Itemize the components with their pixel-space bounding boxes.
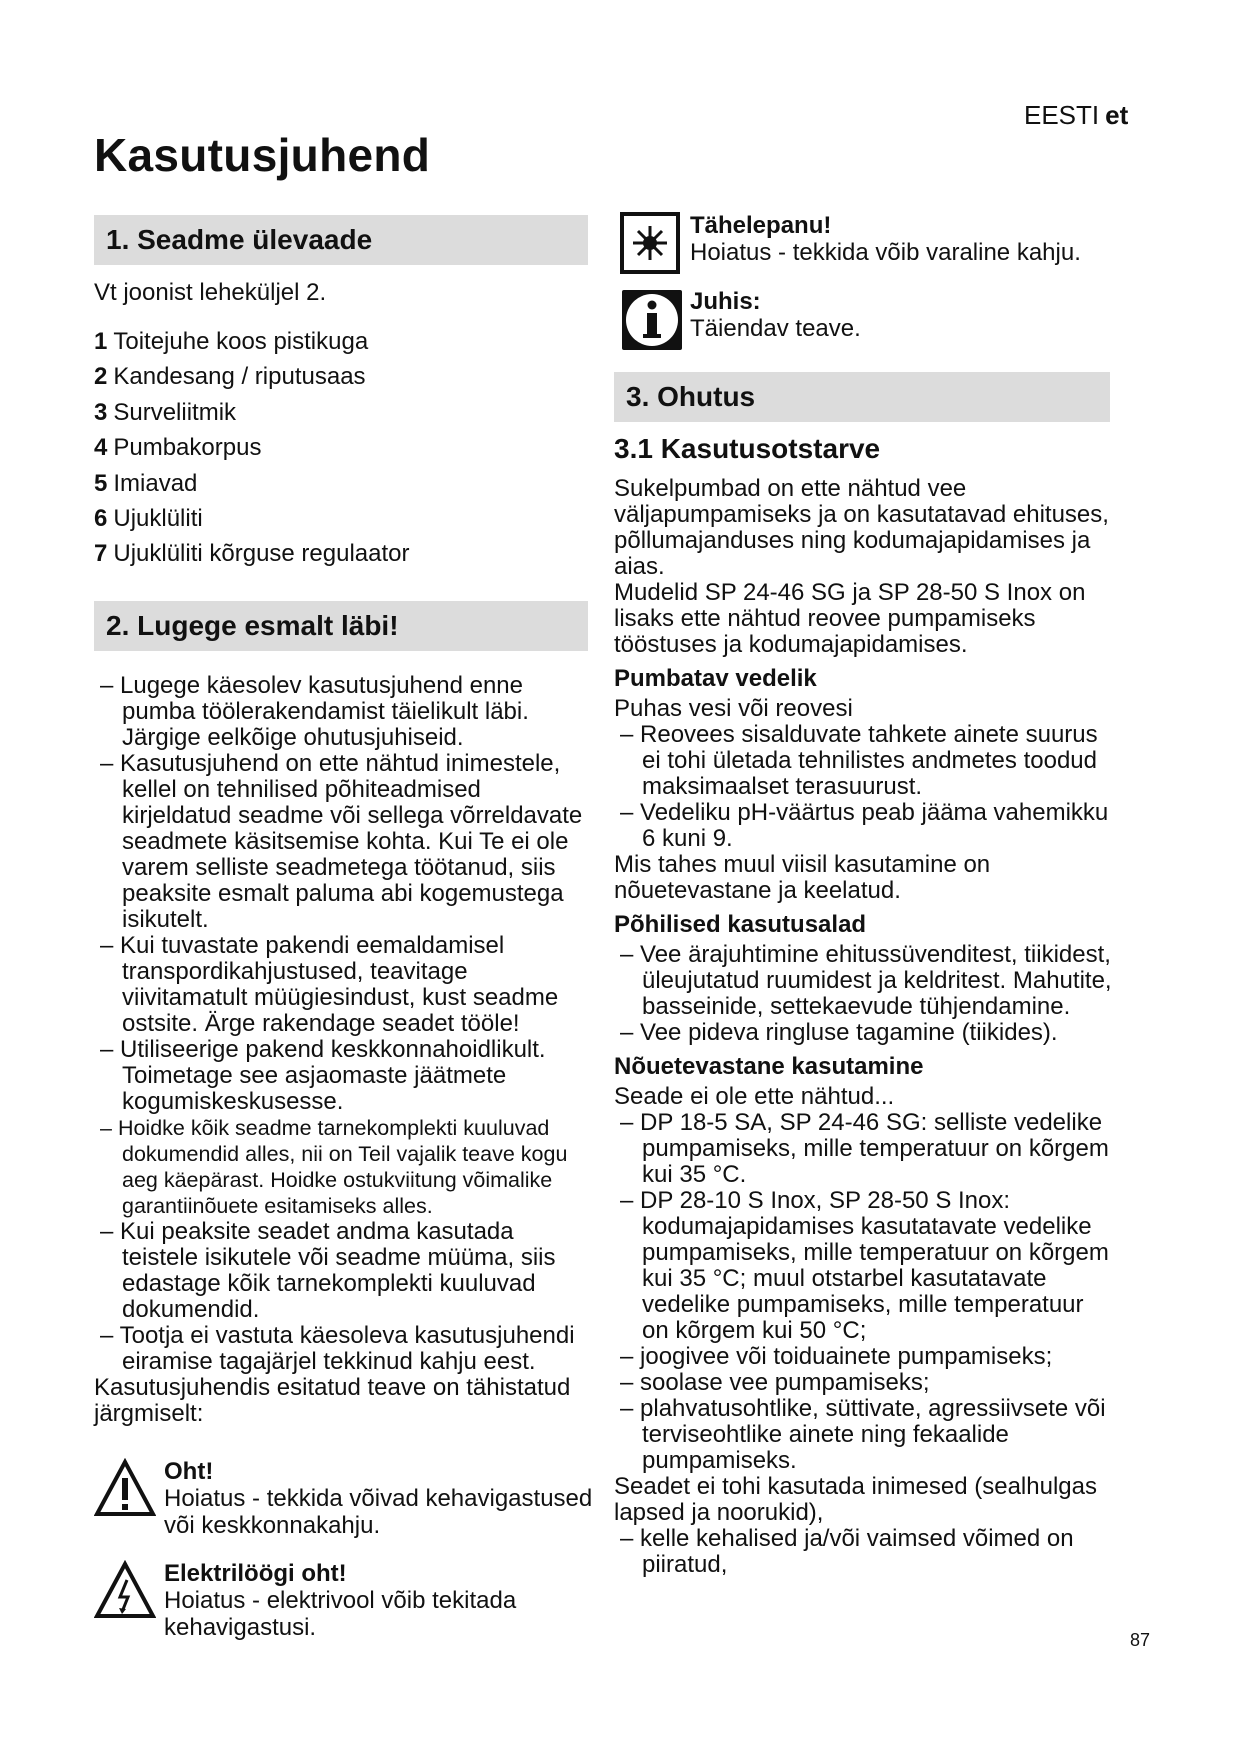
warning-electric-text [164, 1560, 594, 1641]
warning-triangle-icon [94, 1458, 152, 1518]
notice-info-title: Juhis: [690, 288, 761, 315]
list-item: – Kui tuvastate pakendi eemaldamisel transpordikahjustused, teavitage viivitamatult müügiesindust, kust seadme ostsite. Ärge rakendage seadet tööle! [94, 933, 594, 1037]
section-2-heading: 2. Lugege esmalt läbi! [94, 601, 588, 651]
list-item: – Lugege käesolev kasutusjuhend enne pumba töölerakendamist täielikult läbi. Järgige eelkõige ohutusjuhiseid. [94, 673, 594, 751]
purpose-paragraph-models: Mudelid SP 24-46 SG ja SP 28-50 S Inox on lisaks ette nähtud reovee pumpamiseks tööstuses ja kodumajapidamises. [614, 579, 1086, 658]
section-3-1-heading: 3.1 Kasutusotstarve [614, 433, 881, 464]
list-item: – joogivee või toiduainete pumpamiseks; [614, 1344, 1114, 1370]
notice-caution-desc: Hoiatus - tekkida võib varaline kahju. [690, 239, 1081, 266]
list-item: – Hoidke kõik seadme tarnekomplekti kuuluvad dokumendid alles, nii on Teil vajalik teave kogu aeg käepärast. Hoidke ostukviitung võimalike garantiinõuete esitamiseks alles. [94, 1115, 594, 1219]
language-code: et [1105, 100, 1129, 130]
notice-info-text [690, 288, 861, 348]
warning-electric [94, 1560, 594, 1641]
warning-electric-desc: Hoiatus - elektrivool võib tekitada kehavigastusi. [164, 1587, 517, 1641]
caution-icon [620, 212, 678, 272]
notice-caution [620, 212, 1120, 272]
warning-electric-title: Elektrilöögi oht! [164, 1560, 347, 1587]
warning-danger [94, 1458, 594, 1539]
notice-info [620, 288, 1120, 348]
section-1-heading: 1. Seadme ülevaade [94, 215, 588, 265]
areas-heading: Põhilised kasutusalad [614, 911, 867, 938]
component-list [94, 324, 588, 572]
improper-intro: Seade ei ole ette nähtud... [614, 1083, 895, 1110]
notice-caution-title: Tähelepanu! [690, 212, 832, 239]
list-item: – soolase vee pumpamiseks; [614, 1370, 1114, 1396]
list-item: 3 Surveliitmik [94, 398, 237, 426]
notice-info-desc: Täiendav teave. [690, 315, 861, 342]
list-item: 1 Toitejuhe koos pistikuga [94, 328, 369, 355]
page-number: 87 [1130, 1630, 1151, 1650]
list-item: 7 Ujuklüliti kõrguse regulaator [94, 540, 410, 568]
areas-list [614, 942, 1114, 1046]
section-3-body [614, 433, 1114, 1578]
section-1-body [94, 280, 588, 572]
section-3-heading: 3. Ohutus [614, 372, 1110, 422]
info-icon [620, 288, 678, 348]
warning-danger-title: Oht! [164, 1458, 214, 1485]
fluid-heading: Pumbatav vedelik [614, 665, 817, 692]
list-item: – Vedeliku pH-väärtus peab jääma vahemikku 6 kuni 9. [614, 800, 1114, 852]
list-item: – Vee pideva ringluse tagamine (tiikides). [614, 1020, 1114, 1046]
improper-list-continued [614, 1526, 1114, 1578]
purpose-paragraph: Sukelpumbad on ette nähtud vee väljapumpamiseks ja on kasutatavad ehituses, põllumajanduses ning kodumajapidamises ja aias. [614, 475, 1109, 580]
electric-warning-icon [94, 1560, 152, 1620]
legend-intro: Kasutusjuhendis esitatud teave on tähistatud järgmiselt: [94, 1374, 571, 1427]
section-2-body [94, 673, 594, 1427]
improper-heading: Nõuetevastane kasutamine [614, 1053, 924, 1080]
list-item: 4 Pumbakorpus [94, 434, 262, 462]
fluid-outro: Mis tahes muul viisil kasutamine on nõuetevastane ja keelatud. [614, 851, 991, 904]
section-1-intro: Vt joonist leheküljel 2. [94, 279, 327, 306]
language-name: EESTI [1024, 100, 1100, 130]
list-item: – plahvatusohtlike, süttivate, agressiivsete või terviseohtlike ainete ning fekaalide pumpamiseks. [614, 1396, 1114, 1474]
list-item: – Kui peaksite seadet andma kasutada teistele isikutele või seadme müüma, siis edastage kõik tarnekomplekti kuuluvad dokumendid. [94, 1219, 594, 1323]
list-item: 2 Kandesang / riputusaas [94, 363, 366, 391]
notice-caution-text [690, 212, 1081, 272]
read-first-list [94, 673, 594, 1115]
list-item: – Vee ärajuhtimine ehitussüvenditest, tiikidest, üleujutatud ruumidest ja keldritest. Mahutite, basseinide, settekaevude tühjendamine. [614, 942, 1114, 1020]
warning-danger-desc: Hoiatus - tekkida võivad kehavigastused või keskkonnakahju. [164, 1485, 593, 1539]
list-item: 5 Imiavad [94, 469, 198, 497]
warning-danger-text [164, 1458, 594, 1539]
list-item: – Reovees sisalduvate tahkete ainete suurus ei tohi ületada tehnilistes andmetes toodud maksimaalset terasuurust. [614, 722, 1114, 800]
read-first-list-continued [94, 1219, 594, 1375]
fluid-intro: Puhas vesi või reovesi [614, 695, 853, 722]
list-item: – DP 28-10 S Inox, SP 28-50 S Inox: kodumajapidamises kasutatavate vedelike pumpamiseks, mille temperatuur on kõrgem kui 35 °C; muul otstarbel kasutatavate vedelike pumpamiseks, mille temperatuur on kõrgem kui 50 °C; [614, 1188, 1114, 1344]
document-title: Kasutusjuhend [94, 129, 431, 181]
list-item: – Kasutusjuhend on ette nähtud inimestele, kellel on tehnilised põhiteadmised kirjeldatud seadme või sellega võrreldavate seadmete käsitsemise kohta. Kui Te ei ole varem selliste seadmetega töötanud, siis peaksite esmalt paluma abi kogemustega isikutelt. [94, 751, 594, 933]
list-item: – kelle kehalised ja/või vaimsed võimed on piiratud, [614, 1526, 1114, 1578]
improper-list [614, 1110, 1114, 1474]
language-label [1024, 100, 1128, 131]
improper-outro: Seadet ei tohi kasutada inimesed (sealhulgas lapsed ja noorukid), [614, 1473, 1097, 1526]
list-item: – DP 18-5 SA, SP 24-46 SG: selliste vedelike pumpamiseks, mille temperatuur on kõrgem kui 35 °C. [614, 1110, 1114, 1188]
read-first-list-condensed [94, 1115, 594, 1219]
list-item: – Utiliseerige pakend keskkonnahoidlikult. Toimetage see asjaomaste jäätmete kogumiskeskusesse. [94, 1037, 594, 1115]
list-item: – Tootja ei vastuta käesoleva kasutusjuhendi eiramise tagajärjel tekkinud kahju eest. [94, 1323, 594, 1375]
list-item: 6 Ujuklüliti [94, 504, 203, 532]
fluid-list [614, 722, 1114, 852]
